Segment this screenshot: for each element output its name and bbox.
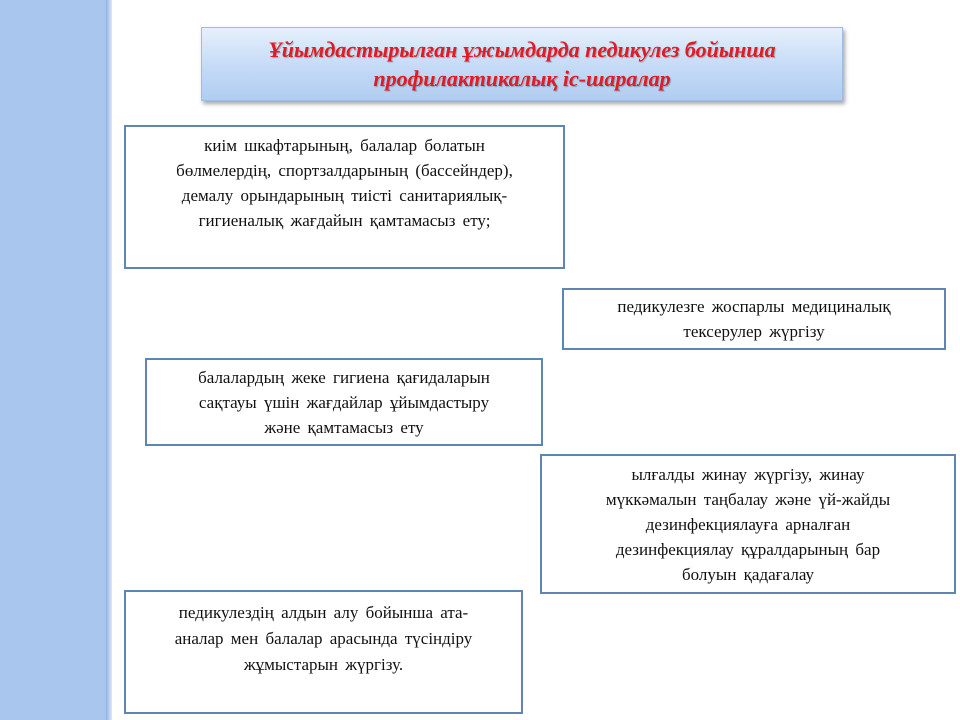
measure-box-explanation (124, 590, 523, 714)
measure-text-line: балалардың жеке гигиена қағидаларын (198, 368, 490, 387)
slide-title-line-2: профилактикалық іс-шаралар (373, 66, 671, 91)
measure-text-line: киім шкафтарының, балалар болатын (204, 136, 485, 155)
measure-text-line: аналар мен балалар арасында түсіндіру (174, 629, 473, 648)
measure-text-line: және қамтамасыз ету (264, 418, 424, 437)
measure-text-line: сақтауы үшін жағдайлар ұйымдастыру (198, 393, 490, 412)
measure-text-line: педикулезге жоспарлы медициналық (617, 297, 891, 316)
measure-text-line: мүккәмалын таңбалау және үй-жайды (605, 490, 891, 509)
measure-text-line: бөлмелердің, спортзалдарының (бассейндер), (176, 161, 513, 180)
measure-text-line: тексерулер жүргізу (683, 322, 825, 341)
side-decoration-edge (106, 0, 112, 720)
measure-box-hygiene (145, 358, 543, 446)
measure-box-inspections (562, 288, 946, 350)
slide-title-line-1: Ұйымдастырылған ұжымдарда педикулез бойынша (268, 37, 776, 62)
side-decoration-strip (0, 0, 106, 720)
slide-title (258, 35, 785, 93)
measure-text-line: демалу орындарының тиісті санитариялық- (181, 186, 508, 205)
measure-text-line: ылғалды жинау жүргізу, жинау (631, 465, 865, 484)
measure-text-line: дезинфекциялауға арналған (645, 515, 851, 534)
measure-text-line: педикулездің алдын алу бойынша ата- (178, 603, 469, 622)
measure-text-line: болуын қадағалау (681, 565, 814, 584)
measure-text-line: дезинфекциялау құралдарының бар (615, 540, 881, 559)
slide-title-banner (201, 27, 843, 101)
measure-box-cloakrooms (124, 125, 565, 269)
measure-text-line: жұмыстарын жүргізу. (243, 655, 404, 674)
measure-text-line: гигиеналық жағдайын қамтамасыз ету; (198, 211, 491, 230)
measure-box-cleaning (540, 454, 956, 594)
